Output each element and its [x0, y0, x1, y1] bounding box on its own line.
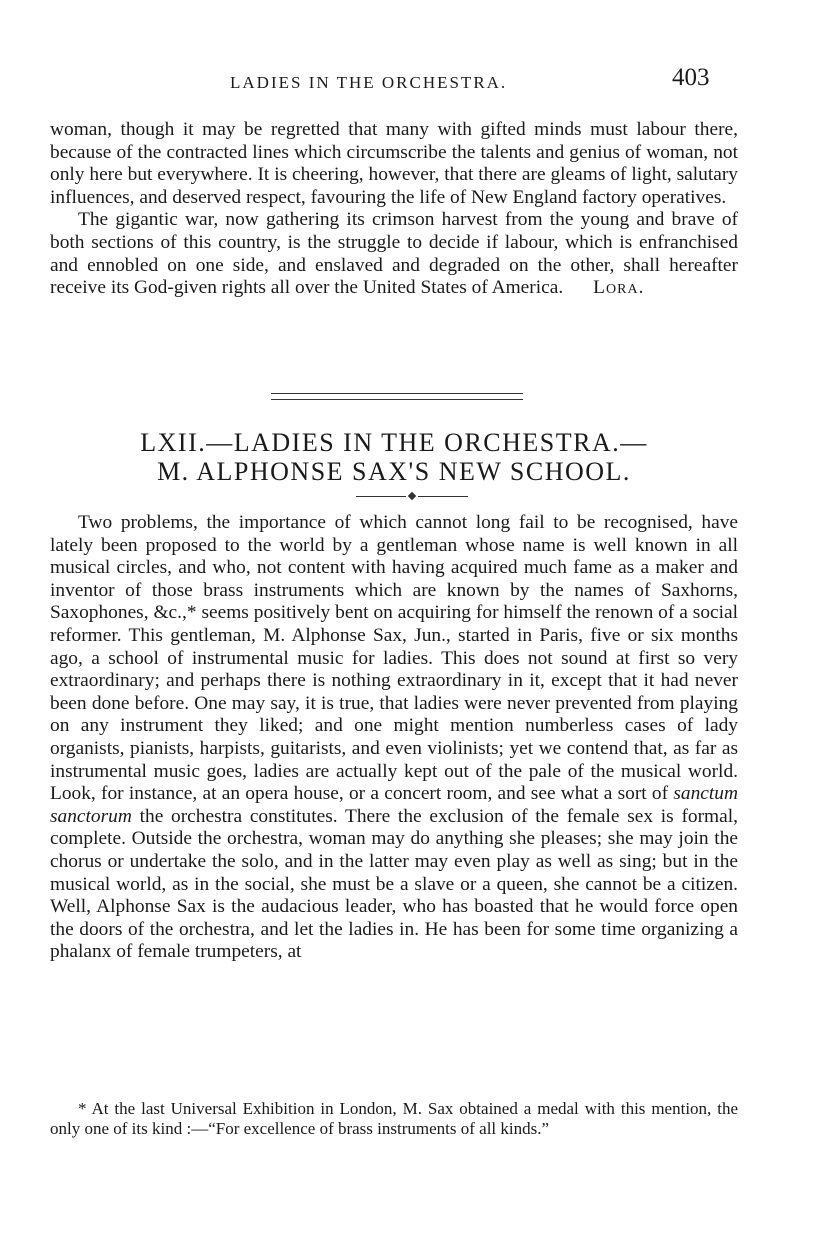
article-paragraph [50, 512, 738, 964]
continued-paragraph-1: woman, though it may be regretted that many with gifted minds must labour there, because of the contracted lines which circumscribe the talents and genius of woman, not only here but everywhere. It is cheering, however, that there are gleams of light, salutary influences, and deserved respect, favouring the life of New England factory operatives. [50, 119, 738, 208]
footnote-text: * At the last Universal Exhibition in London, M. Sax obtained a medal with this mention, the only one of its kind :—“For excellence of brass instruments of all kinds.” [50, 1099, 738, 1138]
continued-paragraph-2 [50, 209, 738, 299]
ornament-diamond-icon [408, 492, 416, 500]
article-italic-phrase: sanctum sanctorum [50, 783, 738, 827]
footnote [50, 1099, 738, 1139]
article-text-part-2: the orchestra constitutes. There the exclusion of the female sex is formal, complete. Outside the orchestra, woman may do anything she pleases; she may join the chorus or undertake the solo, and in the latter may even play as well as sing; but in the musical world, as in the social, she must be a slave or a queen, she cannot be a citizen. Well, Alphonse Sax is the audacious leader, who has boasted that he would force open the doors of the orchestra, and let the ladies in. He has been for some time organizing a phalanx of female trumpeters, at [50, 805, 738, 963]
article-title-line-1: LXII.—LADIES IN THE ORCHESTRA.— [140, 428, 648, 457]
section-divider-rule [271, 393, 523, 400]
continued-section [50, 119, 738, 300]
running-head: LADIES IN THE ORCHESTRA. [230, 73, 508, 92]
continued-paragraph-2-text: The gigantic war, now gathering its crimson harvest from the young and brave of both sections of this country, is the struggle to decide if labour, which is enfranchised and ennobled on one side, and enslaved and degraded on the other, shall hereafter receive its God-given rights all over the United States of America. [50, 209, 738, 299]
article-body [50, 512, 738, 964]
page-number: 403 [672, 64, 710, 91]
article-title-line-2: M. ALPHONSE SAX'S NEW SCHOOL. [157, 457, 631, 486]
ornament-line-right [418, 496, 468, 497]
ornament-line-left [356, 496, 406, 497]
article-text-part-1: Two problems, the importance of which cannot long fail to be recognised, have lately been proposed to the world by a gentleman whose name is well known in all musical circles, and who, not content with having acquired much fame as a maker and inventor of those brass instruments which are known by the names of Saxhorns, Saxophones, &c.,* seems positively bent on acquiring for himself the renown of a social reformer. This gentleman, M. Alphonse Sax, Jun., started in Paris, five or six months ago, a school of instrumental music for ladies. This does not sound at first so very extraordinary; and perhaps there is nothing extraordinary in it, except that it had never been done before. One may say, it is true, that ladies were never prevented from playing on any instrument they liked; and one might mention numberless cases of lady organists, pianists, harpists, guitarists, and even violinists; yet we contend that, as far as instrumental music goes, ladies are actually kept out of the pale of the musical world. Look, for instance, at an opera house, or a concert room, and see what a sort of [50, 512, 738, 805]
author-signature: Lora. [593, 277, 645, 299]
title-ornament [356, 491, 468, 503]
